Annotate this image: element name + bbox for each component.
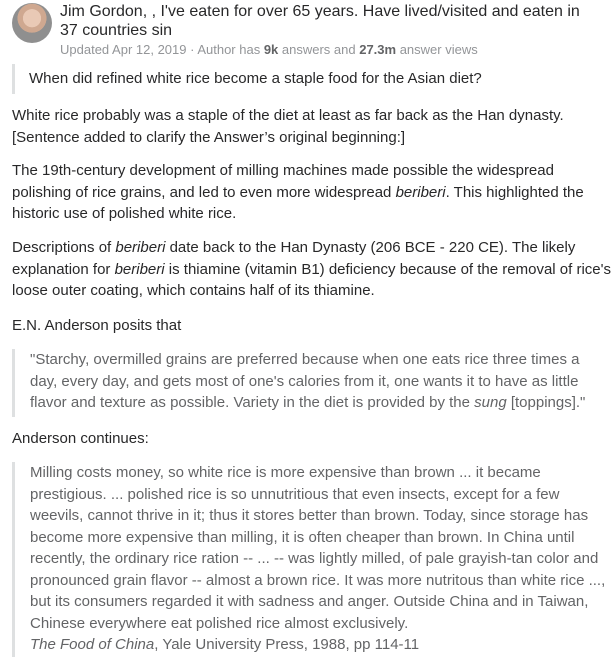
- p3-emphasis-2: beriberi: [114, 260, 165, 278]
- answer-meta: [60, 42, 478, 58]
- quote1-text-b: [toppings].": [506, 394, 586, 411]
- meta-mid: answers and: [278, 42, 360, 57]
- quote2-text: Milling costs money, so white rice is more expensive than brown ... it became prestigious. ... polished rice is so unnutritious that even insects, except for a few weevils, cannot thrive in it; thus it stores better than brown. Today, since storage has become more expensive than milling, it is often cheaper than brown. In China until recently, the ordinary rice ration -- ... -- was lightly milled, of pale grayish-tan color and pronounced grain flavor -- almost a brown rice. It was more nutritous than white rice ..., but its consumers regarded it with sadness and anger. Outside China and in Taiwan, Chinese everywhere eat polished rice almost exclusively.: [30, 464, 606, 632]
- citation-title: The Food of China: [30, 636, 155, 653]
- meta-suffix: answer views: [396, 42, 478, 57]
- author-line: [60, 2, 600, 40]
- p3-text-a: Descriptions of: [12, 239, 116, 256]
- meta-updated[interactable]: Updated Apr 12, 2019 · Author has: [60, 42, 264, 57]
- paragraph-2: [12, 160, 612, 225]
- paragraph-3: [12, 237, 612, 302]
- answers-count: 9k: [263, 42, 279, 57]
- question-text: When did refined white rice become a staple food for the Asian diet?: [29, 70, 482, 87]
- views-count: 27.3m: [359, 42, 397, 57]
- author-avatar[interactable]: [12, 3, 52, 43]
- quoted-question: [12, 64, 602, 94]
- p3-text-b: date back to the Han Dynasty (206 BCE - 220 CE). The likely explanation for: [12, 239, 576, 278]
- p2-text-a: The 19th-century development of milling machines made possible the widespread polishing of rice grains, and led to even more widespread: [12, 162, 554, 201]
- author-credential: , , I've eaten for over 65 years. Have lived/visited and eaten in 37 countries sin: [60, 3, 580, 39]
- paragraph-4: E.N. Anderson posits that: [12, 317, 182, 334]
- quote1-text-a: "Starchy, overmilled grains are preferred because when one eats rice three times a day, every day, and gets most of one's calories from it, one wants it to have as little flavor and texture as possible. Variety in the diet is provided by the: [30, 351, 580, 411]
- p2-emphasis: beriberi: [395, 183, 446, 201]
- answer-header: [0, 0, 616, 60]
- p3-text-c: is thiamine (vitamin B1) deficiency because of the removal of rice's loose outer coating, which contains half of its thiamine.: [12, 260, 611, 299]
- author-name[interactable]: Jim Gordon: [60, 3, 143, 20]
- quote1-emphasis: sung: [474, 394, 507, 411]
- citation-rest: , Yale University Press, 1988, pp 114-11: [154, 636, 420, 653]
- p2-text-b: . This highlighted the historic use of polished white rice.: [12, 183, 584, 222]
- paragraph-1: White rice probably was a staple of the diet at least as far back as the Han dynasty. [Sentence added to clarify the Answer’s original beginning:]: [12, 107, 564, 146]
- p3-emphasis-1: beriberi: [115, 239, 166, 256]
- paragraph-5: Anderson continues:: [12, 430, 149, 447]
- blockquote-2: [12, 462, 612, 657]
- blockquote-1: [12, 349, 609, 417]
